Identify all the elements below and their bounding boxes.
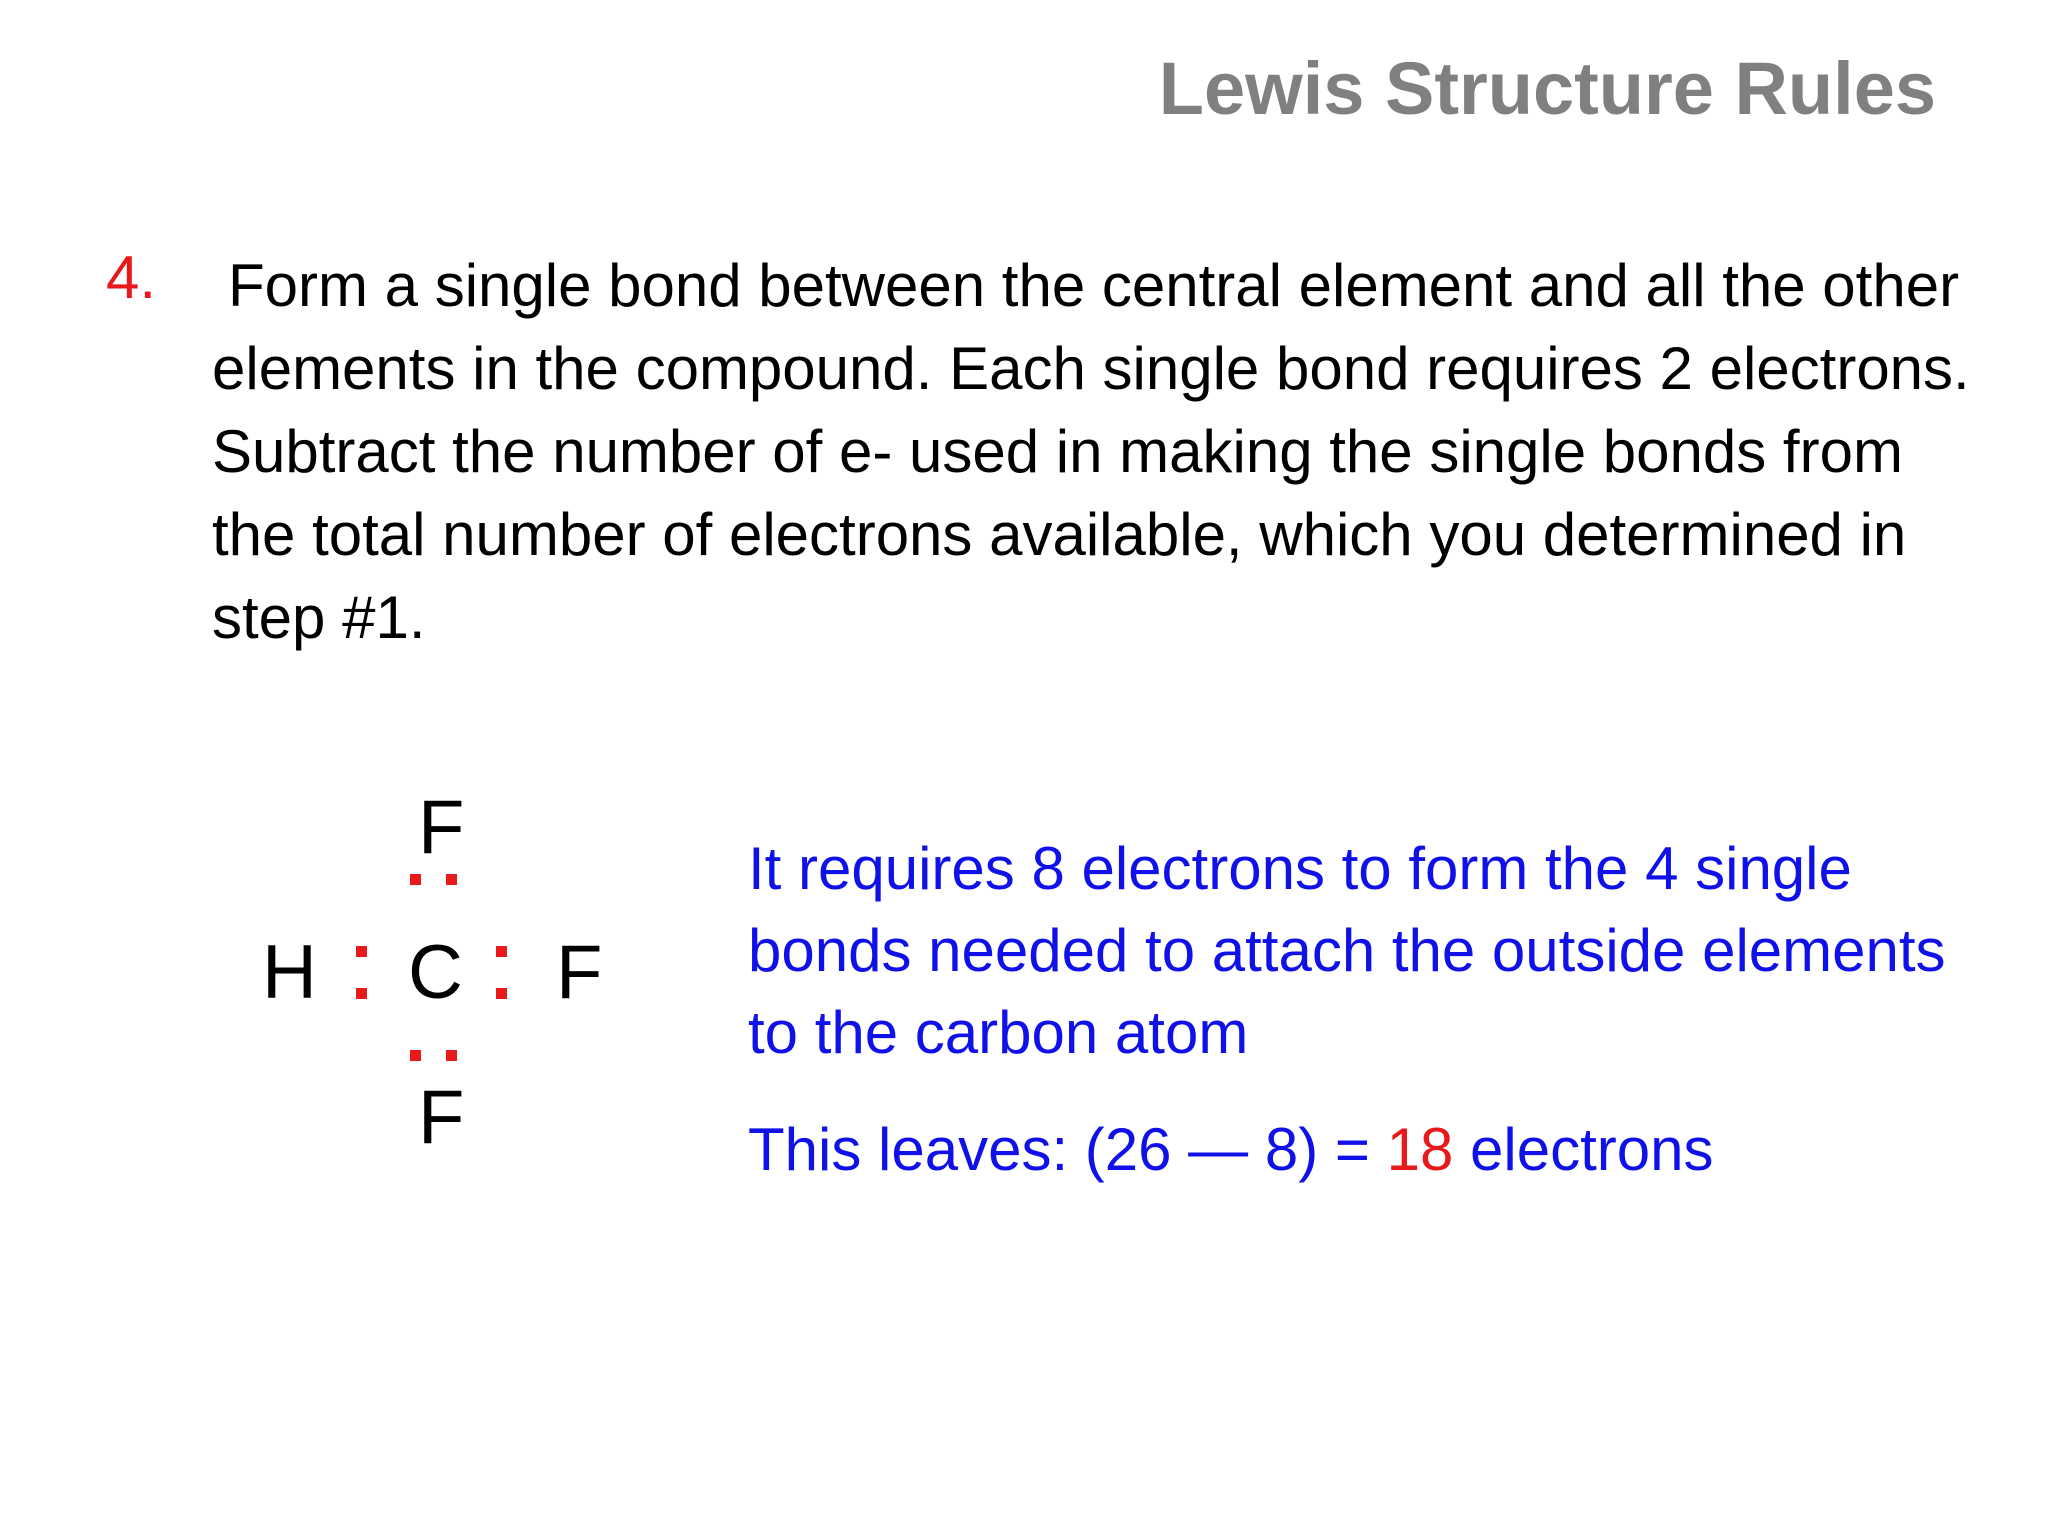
atom-left-hydrogen: H: [262, 930, 317, 1015]
atom-center-carbon: C: [408, 930, 463, 1015]
explanation-text: It requires 8 electrons to form the 4 single bonds needed to attach the outside elements to the carbon atom: [748, 835, 1946, 1066]
electron-dot: [496, 946, 507, 957]
electron-dot: [446, 1050, 457, 1061]
result-line: [748, 1116, 1714, 1183]
atom-top-fluorine: F: [418, 785, 465, 870]
atom-right-fluorine: F: [556, 930, 603, 1015]
electron-dot: [496, 988, 507, 999]
result-value: 18: [1386, 1116, 1454, 1183]
electron-dot: [356, 988, 367, 999]
electron-dot: [446, 874, 457, 885]
electron-dot: [410, 1050, 421, 1061]
step-number: 4.: [106, 244, 157, 311]
result-suffix: electrons: [1453, 1116, 1714, 1183]
step-text: Form a single bond between the central element and all the other elements in the compound. Each single bond requires 2 electrons. Subtract the number of e- used in making the single bonds from the total number of electrons available, which you determined in step #1.: [212, 252, 1970, 651]
electron-dot: [410, 874, 421, 885]
atom-bottom-fluorine: F: [418, 1075, 465, 1160]
result-prefix: This leaves: (26 — 8) =: [748, 1116, 1387, 1183]
electron-dot: [356, 946, 367, 957]
slide-title: Lewis Structure Rules: [1158, 47, 1936, 130]
lewis-structure-diagram: [0, 0, 720, 1200]
